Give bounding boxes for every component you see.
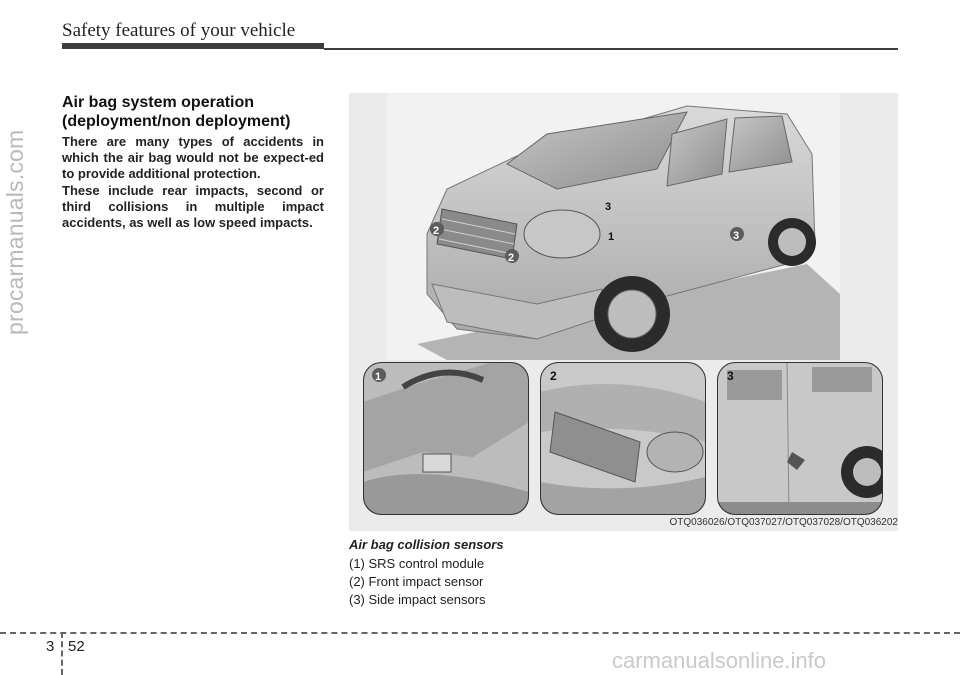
- caption-title: Air bag collision sensors: [349, 537, 504, 552]
- vehicle-illustration: [387, 94, 840, 360]
- callout-3b: 3: [605, 201, 612, 213]
- header-rule: [324, 48, 898, 50]
- callout-3a: 3: [733, 230, 740, 242]
- caption-item-2: (2) Front impact sensor: [349, 574, 484, 589]
- body-paragraph-2: These include rear impacts, second or third collisions in multiple impact accidents, as well as low speed impacts.: [62, 183, 324, 230]
- footer-divider: [61, 632, 63, 675]
- callout-2a: 2: [433, 225, 440, 237]
- detail-1-label: 1: [375, 371, 382, 383]
- detail-front-sensor: [540, 362, 706, 515]
- caption-item-1: (1) SRS control module: [349, 556, 485, 571]
- callout-2b: 2: [508, 252, 515, 264]
- figure-code: OTQ036026/OTQ037027/OTQ037028/OTQ036202: [669, 517, 898, 528]
- detail-3-label: 3: [727, 369, 734, 383]
- detail-control-module: [363, 362, 529, 515]
- heading-line-1: Air bag system operation: [62, 94, 255, 111]
- page-section: 3: [46, 638, 55, 655]
- body-paragraph-1: There are many types of accidents in which the air bag would not be expect-ed to provide additional protection.: [62, 134, 324, 181]
- page-number: 52: [68, 638, 85, 655]
- side-watermark: procarmanuals.com: [2, 129, 28, 335]
- site-watermark: carmanualsonline.info: [612, 648, 827, 673]
- heading-line-2: (deployment/non deployment): [62, 113, 291, 130]
- detail-side-sensor: [717, 362, 883, 515]
- footer-rule: [0, 632, 960, 634]
- callout-1: 1: [608, 231, 615, 243]
- section-heading: [62, 93, 324, 131]
- header-title: Safety features of your vehicle: [62, 20, 296, 41]
- detail-2-label: 2: [550, 369, 557, 383]
- caption-item-3: (3) Side impact sensors: [349, 592, 486, 607]
- header-bar: [62, 43, 324, 49]
